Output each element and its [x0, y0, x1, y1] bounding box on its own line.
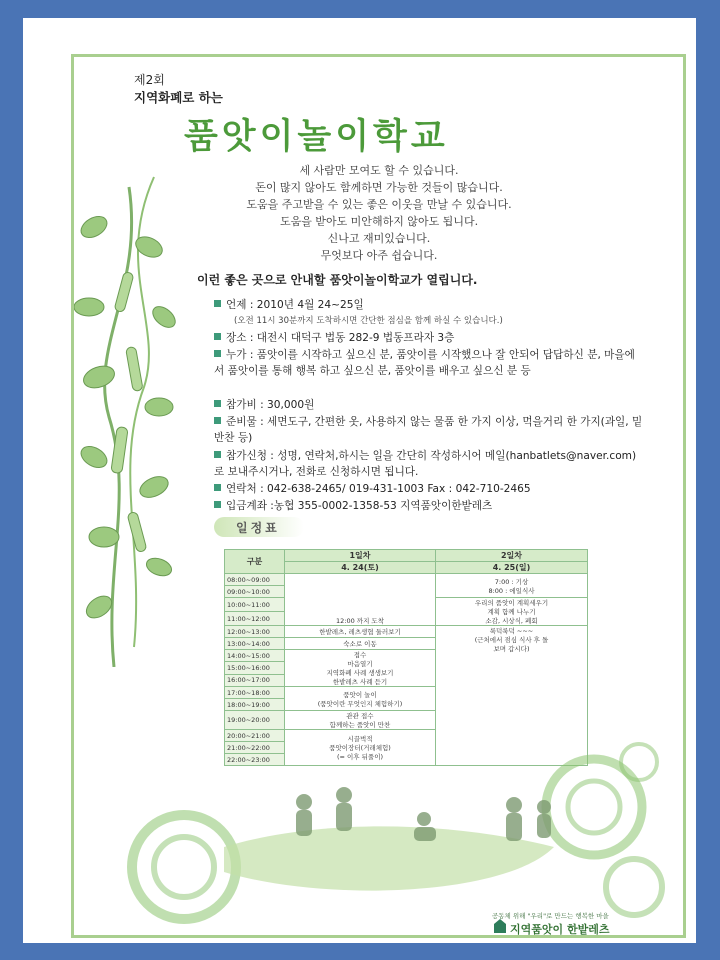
time-slot: 22:00~23:00 [225, 754, 285, 766]
poem-line: 세 사람만 모여도 할 수 있습니다. [299, 164, 459, 177]
time-slot: 20:00~21:00 [225, 730, 285, 742]
day2-plan: 우리의 품앗이 계획세우기 계획 함께 나누기 소감, 시상식, 폐회 [436, 598, 588, 626]
detail-account: 입금계좌 :농협 355-0002-1358-53 지역품앗이한밭레츠 [214, 498, 644, 514]
poem-line: 도움을 주고받을 수 있는 좋은 이웃을 만날 수 있습니다. [246, 198, 512, 211]
bullet-square-icon [214, 484, 221, 491]
time-slot: 14:00~15:00 [225, 650, 285, 662]
time-slot: 09:00~10:00 [225, 586, 285, 598]
schedule-heading: 일정표 [214, 517, 304, 537]
footer-org-name: 지역품앗이 한밭레츠 [510, 923, 610, 936]
schedule-day2: 2일차 [436, 550, 588, 562]
time-slot: 18:00~19:00 [225, 699, 285, 711]
day2-morning: 7:00 : 기상 8:00 : 에일식사 [436, 574, 588, 598]
time-slot: 11:00~12:00 [225, 612, 285, 626]
poster-sheet [23, 18, 696, 943]
detail-who: 누가 : 품앗이를 시작하고 싶으신 분, 품앗이를 시작했으나 잘 안되어 답답하신 분, 마을에서 품앗이를 통해 행복 하고 싶으신 분, 품앗이를 배우고 싶으신 분 등 [214, 349, 635, 377]
bullet-square-icon [214, 400, 221, 407]
decorative-illustration [74, 697, 683, 937]
subtitle: 지역화폐로 하는 [134, 90, 223, 105]
detail-date-note: (오전 11시 30분까지 도착하시면 간단한 점심을 함께 하실 수 있습니다.) [234, 316, 503, 326]
bullet-square-icon [214, 501, 221, 508]
edition-label: 제2회 [134, 73, 165, 87]
time-slot: 08:00~09:00 [225, 574, 285, 586]
bullet-square-icon [214, 333, 221, 340]
time-slot: 16:00~17:00 [225, 674, 285, 686]
page-title: 품앗이놀이학교 [184, 116, 449, 157]
bullet-square-icon [214, 451, 221, 458]
pea-vine-illustration [74, 167, 194, 667]
detail-prep: 준비물 : 세면도구, 간편한 옷, 사용하지 않는 물품 한 가지 이상, 먹을거리 한 가지(과일, 밑반찬 등) [214, 416, 643, 444]
poem-line: 돈이 많지 않아도 함께하면 가능한 것들이 많습니다. [255, 181, 503, 194]
time-slot: 21:00~22:00 [225, 742, 285, 754]
time-slot: 13:00~14:00 [225, 638, 285, 650]
day2-walk: 룩덕룩덕 ~~~ (근처에서 점심 식사 후 돌 보며 갑시다) [436, 626, 588, 766]
poem-line: 도움을 받아도 미안해하지 않아도 됩니다. [279, 215, 479, 228]
poem-line: 무엇보다 아주 쉽습니다. [320, 249, 438, 262]
bullet-square-icon [214, 350, 221, 357]
detail-date: 언제 : 2010년 4월 24~25일 [214, 297, 644, 313]
day1-session: 접수 마음열기 지역화폐 사례 생생보기 한밭레츠 사례 듣기 [285, 650, 436, 687]
schedule-day1-date: 4. 24(토) [285, 562, 436, 574]
day1-dinner: 관관 접수 함께하는 품앗이 만찬 [285, 711, 436, 730]
detail-contact: 연락처 : 042-638-2465/ 019-431-1003 Fax : 042-710-2465 [214, 481, 644, 497]
day1-play: 품앗이 놀이 (품앗이란 무엇인지 체험하기) [285, 687, 436, 711]
day1-night: 시끌벅적 품앗이장터(거래체험) (= 이후 뒤풀이) [285, 730, 436, 766]
detail-place: 장소 : 대전시 대덕구 법동 282-9 법동프라자 3층 [214, 330, 644, 346]
poster-frame [71, 54, 686, 938]
schedule-day1: 1일차 [285, 550, 436, 562]
time-slot: 10:00~11:00 [225, 598, 285, 612]
lead-sentence: 이런 좋은 곳으로 안내할 품앗이놀이학교가 열립니다. [197, 273, 478, 287]
schedule-col-label: 구분 [225, 550, 285, 574]
detail-fee: 참가비 : 30,000원 [214, 397, 644, 413]
schedule-day2-date: 4. 25(일) [436, 562, 588, 574]
time-slot: 12:00~13:00 [225, 626, 285, 638]
footer-tagline: 공동체 위해 "우리"로 만드는 행복한 마을 [492, 912, 609, 920]
day1-room: 숙소로 이동 [285, 638, 436, 650]
poem-line: 신나고 재미있습니다. [327, 232, 431, 245]
bullet-square-icon [214, 417, 221, 424]
time-slot: 17:00~18:00 [225, 687, 285, 699]
detail-apply: 참가신청 : 성명, 연락처,하시는 일을 간단히 작성하시어 메일(hanbatlets@naver.com)로 보내주시거나, 전화로 신청하시면 됩니다. [214, 450, 637, 478]
org-logo-icon [494, 918, 506, 932]
time-slot: 19:00~20:00 [225, 711, 285, 730]
day1-intro: 한밭레츠, 레츠생협 둘러보기 [285, 626, 436, 638]
day1-arrive: 12:00 까지 도착 [285, 574, 436, 626]
time-slot: 15:00~16:00 [225, 662, 285, 674]
bullet-square-icon [214, 300, 221, 307]
